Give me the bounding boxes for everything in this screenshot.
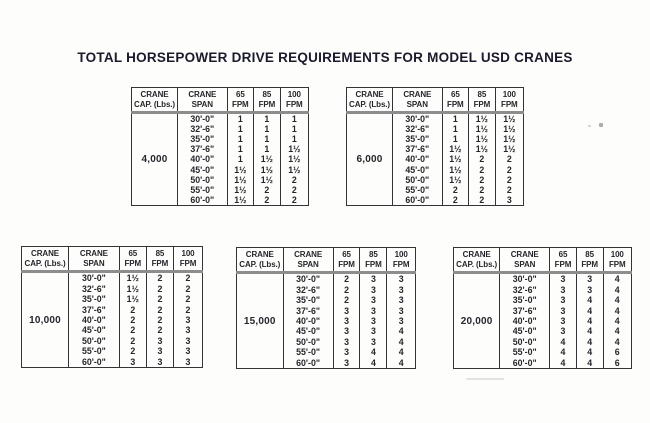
hp-value: 1½ [495,124,523,134]
header-row [347,88,524,113]
hp-value: 1 [254,124,281,134]
column-header: 85 FPM [254,88,281,113]
column-header: 100 FPM [280,88,308,113]
hp-table-4000 [131,87,309,206]
scan-speck [588,125,591,127]
column-header: 65 FPM [442,88,469,113]
hp-value: 2 [119,336,146,346]
span-value: 45'-0" [283,326,333,336]
hp-value: 1 [280,124,308,134]
span-value: 55'-0" [393,185,443,195]
hp-value: 4 [576,305,603,315]
page-title: TOTAL HORSEPOWER DRIVE REQUIREMENTS FOR MODEL USD CRANES [77,50,573,65]
hp-value: 3 [360,285,387,295]
scan-smudge [466,378,504,380]
span-value: 37'-6" [283,305,333,315]
hp-value: 3 [333,347,360,357]
hp-value: 2 [119,315,146,325]
span-value: 35'-0" [178,134,228,144]
span-value: 60'-0" [69,356,120,367]
hp-requirements-table [346,87,524,206]
hp-value: 4 [576,295,603,305]
hp-value: 3 [360,295,387,305]
span-value: 55'-0" [500,347,550,357]
span-value: 35'-0" [393,134,443,144]
column-header: 85 FPM [576,248,603,273]
hp-value: 1½ [442,154,469,164]
hp-value: 2 [469,185,496,195]
span-value: 40'-0" [393,154,443,164]
hp-value: 1½ [280,165,308,175]
hp-value: 2 [495,185,523,195]
hp-value: 2 [146,272,173,284]
hp-value: 4 [603,305,632,315]
column-header: CRANE SPAN [283,248,333,273]
hp-value: 4 [360,347,387,357]
hp-value: 4 [387,357,416,368]
table-row [237,273,416,285]
column-header: 85 FPM [146,247,173,272]
hp-value: 3 [360,337,387,347]
hp-value: 1½ [495,134,523,144]
hp-value: 3 [387,273,416,285]
column-header: CRANE SPAN [69,247,120,272]
hp-value: 3 [387,305,416,315]
hp-value: 2 [254,195,281,206]
hp-value: 3 [174,356,203,367]
hp-table-15000 [236,247,416,369]
table-row [347,113,524,125]
hp-value: 2 [469,175,496,185]
hp-value: 3 [360,305,387,315]
hp-value: 1½ [442,175,469,185]
hp-value: 2 [280,175,308,185]
span-value: 40'-0" [283,316,333,326]
span-value: 40'-0" [69,315,120,325]
hp-value: 2 [174,304,203,314]
span-value: 50'-0" [178,175,228,185]
span-value: 30'-0" [178,113,228,125]
span-value: 37'-6" [178,144,228,154]
capacity-value: 10,000 [29,314,61,326]
hp-value: 1½ [280,154,308,164]
hp-value: 3 [146,356,173,367]
column-header: CRANE CAP. (Lbs.) [454,248,500,273]
hp-value: 2 [146,304,173,314]
hp-value: 3 [387,295,416,305]
hp-value: 1 [227,113,254,125]
span-value: 37'-6" [69,304,120,314]
span-value: 45'-0" [393,165,443,175]
hp-value: 4 [387,347,416,357]
hp-value: 4 [550,337,577,347]
hp-value: 4 [603,295,632,305]
hp-value: 2 [333,295,360,305]
hp-value: 3 [387,285,416,295]
header-row [22,247,203,272]
hp-value: 3 [333,357,360,368]
hp-value: 1½ [469,144,496,154]
hp-value: 2 [333,285,360,295]
hp-value: 3 [360,273,387,285]
hp-value: 3 [174,325,203,335]
hp-value: 1 [254,113,281,125]
column-header: 100 FPM [495,88,523,113]
hp-value: 1½ [280,144,308,154]
hp-value: 4 [360,357,387,368]
hp-value: 2 [469,154,496,164]
hp-value: 3 [333,305,360,315]
hp-value: 1 [442,113,469,125]
column-header: CRANE SPAN [178,88,228,113]
hp-requirements-table [21,246,203,368]
hp-value: 3 [333,316,360,326]
hp-value: 1 [442,124,469,134]
span-value: 35'-0" [500,295,550,305]
hp-value: 3 [550,326,577,336]
span-value: 50'-0" [500,337,550,347]
span-value: 32'-6" [393,124,443,134]
span-value: 37'-6" [393,144,443,154]
hp-value: 2 [119,325,146,335]
hp-value: 4 [387,337,416,347]
span-value: 35'-0" [283,295,333,305]
span-value: 60'-0" [393,195,443,206]
hp-value: 4 [603,273,632,285]
hp-value: 3 [333,337,360,347]
span-value: 37'-6" [500,305,550,315]
hp-value: 1 [227,144,254,154]
capacity-value: 20,000 [460,315,493,327]
span-value: 30'-0" [283,273,333,285]
column-header: 65 FPM [119,247,146,272]
hp-value: 1 [227,154,254,164]
column-header: 100 FPM [603,248,632,273]
column-header: 65 FPM [227,88,254,113]
hp-value: 4 [576,337,603,347]
hp-value: 2 [469,165,496,175]
hp-value: 4 [576,326,603,336]
hp-value: 2 [442,195,469,206]
hp-value: 1½ [227,195,254,206]
hp-value: 1 [280,113,308,125]
column-header: 85 FPM [469,88,496,113]
column-header: CRANE SPAN [500,248,550,273]
hp-value: 1½ [254,165,281,175]
hp-value: 2 [495,154,523,164]
column-header: CRANE CAP. (Lbs.) [132,88,178,113]
hp-value: 1 [254,134,281,144]
span-value: 32'-6" [69,284,120,294]
table-row [454,273,632,285]
hp-value: 3 [146,346,173,356]
span-value: 60'-0" [283,357,333,368]
hp-value: 3 [495,195,523,206]
capacity-value: 6,000 [356,154,383,165]
hp-table-6000 [346,87,524,206]
capacity-value: 4,000 [141,154,168,165]
hp-value: 2 [119,304,146,314]
span-value: 32'-6" [178,124,228,134]
span-value: 32'-6" [500,285,550,295]
hp-value: 1½ [227,175,254,185]
span-value: 60'-0" [500,357,550,368]
hp-value: 1½ [442,144,469,154]
hp-value: 3 [174,346,203,356]
hp-value: 2 [469,195,496,206]
hp-value: 1½ [469,124,496,134]
hp-value: 3 [360,326,387,336]
hp-value: 2 [119,346,146,356]
span-value: 40'-0" [178,154,228,164]
hp-value: 3 [174,336,203,346]
span-value: 45'-0" [178,165,228,175]
header-row [132,88,309,113]
span-value: 50'-0" [69,336,120,346]
hp-value: 1½ [227,185,254,195]
hp-value: 1½ [469,113,496,125]
column-header: 85 FPM [360,248,387,273]
span-value: 55'-0" [283,347,333,357]
hp-value: 4 [603,326,632,336]
hp-value: 1 [227,134,254,144]
hp-requirements-table [236,247,416,369]
hp-value: 2 [280,195,308,206]
span-value: 30'-0" [500,273,550,285]
span-value: 60'-0" [178,195,228,206]
hp-value: 1½ [254,154,281,164]
header-row [454,248,632,273]
hp-value: 2 [146,294,173,304]
span-value: 30'-0" [69,272,120,284]
hp-value: 1½ [254,175,281,185]
hp-table-20000 [453,247,632,369]
hp-value: 3 [550,295,577,305]
span-value: 55'-0" [178,185,228,195]
hp-value: 3 [360,316,387,326]
hp-value: 4 [576,316,603,326]
column-header: CRANE CAP. (Lbs.) [237,248,284,273]
span-value: 50'-0" [393,175,443,185]
hp-value: 3 [146,336,173,346]
table-row [22,272,203,284]
hp-value: 4 [603,285,632,295]
hp-value: 4 [603,337,632,347]
hp-value: 4 [387,326,416,336]
header-row [237,248,416,273]
span-value: 30'-0" [393,113,443,125]
column-header: 65 FPM [333,248,360,273]
hp-value: 2 [174,294,203,304]
hp-value: 1½ [119,294,146,304]
span-value: 35'-0" [69,294,120,304]
hp-value: 4 [550,347,577,357]
hp-value: 3 [550,305,577,315]
hp-value: 3 [333,326,360,336]
column-header: 65 FPM [550,248,577,273]
hp-value: 2 [146,325,173,335]
hp-value: 6 [603,357,632,368]
hp-value: 3 [387,316,416,326]
hp-value: 2 [333,273,360,285]
hp-requirements-table [131,87,309,206]
hp-value: 3 [174,315,203,325]
hp-value: 4 [603,316,632,326]
column-header: 100 FPM [174,247,203,272]
hp-value: 3 [550,316,577,326]
hp-value: 2 [442,185,469,195]
hp-value: 1 [254,144,281,154]
hp-value: 1 [227,124,254,134]
hp-value: 3 [576,285,603,295]
column-header: CRANE CAP. (Lbs.) [22,247,69,272]
hp-value: 2 [146,315,173,325]
hp-value: 1½ [119,284,146,294]
hp-value: 2 [495,165,523,175]
scan-speck [599,123,603,127]
span-value: 32'-6" [283,285,333,295]
hp-value: 1½ [119,272,146,284]
span-value: 55'-0" [69,346,120,356]
hp-table-10000 [21,246,203,368]
hp-value: 1½ [495,144,523,154]
column-header: 100 FPM [387,248,416,273]
table-row [132,113,309,125]
hp-value: 6 [603,347,632,357]
hp-value: 1½ [495,113,523,125]
hp-value: 4 [550,357,577,368]
hp-value: 3 [119,356,146,367]
column-header: CRANE SPAN [393,88,443,113]
hp-value: 2 [174,284,203,294]
hp-value: 4 [576,357,603,368]
hp-value: 3 [576,273,603,285]
capacity-value: 15,000 [243,315,276,327]
hp-value: 2 [146,284,173,294]
hp-value: 1½ [469,134,496,144]
hp-value: 2 [495,175,523,185]
hp-value: 1½ [227,165,254,175]
span-value: 45'-0" [69,325,120,335]
hp-value: 1 [442,134,469,144]
hp-value: 1½ [442,165,469,175]
hp-value: 2 [254,185,281,195]
span-value: 40'-0" [500,316,550,326]
span-value: 45'-0" [500,326,550,336]
hp-value: 2 [174,272,203,284]
hp-value: 2 [280,185,308,195]
hp-value: 4 [576,347,603,357]
hp-value: 3 [550,273,577,285]
hp-value: 3 [550,285,577,295]
hp-value: 1 [280,134,308,144]
hp-requirements-table [453,247,632,369]
column-header: CRANE CAP. (Lbs.) [347,88,393,113]
span-value: 50'-0" [283,337,333,347]
